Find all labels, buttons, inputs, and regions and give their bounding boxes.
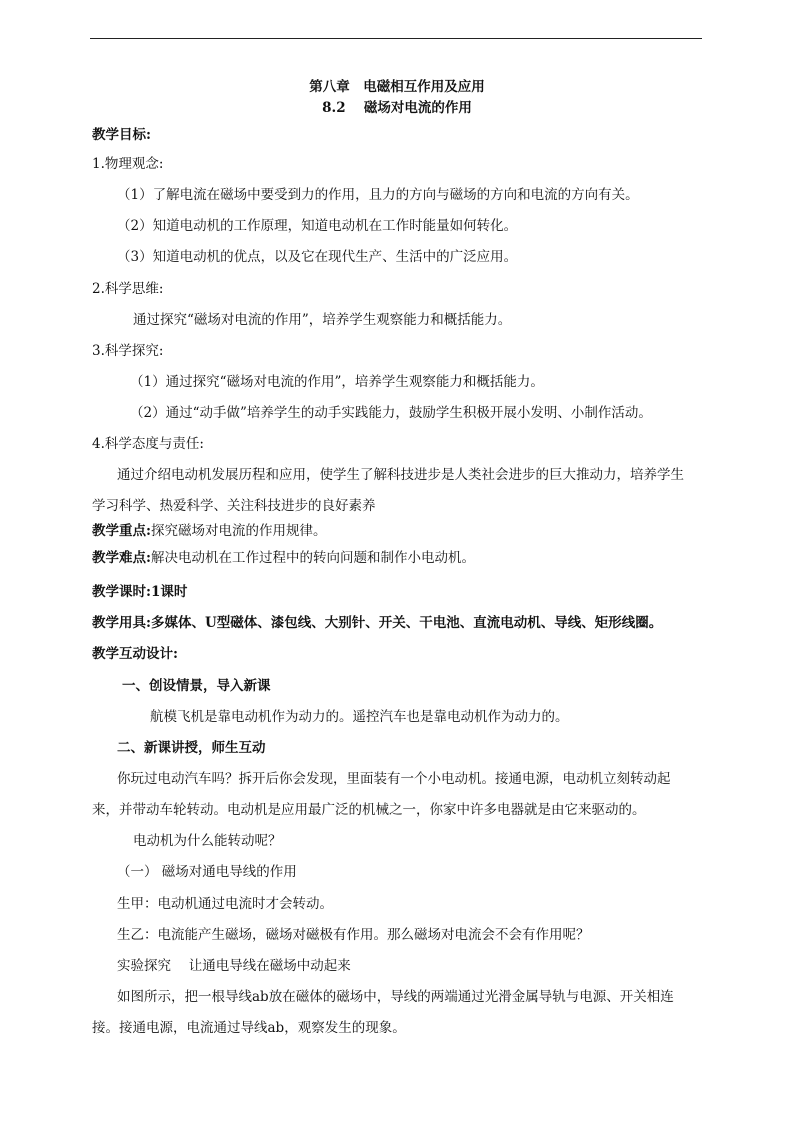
tools-text: 多媒体、U型磁体、漆包线、大别针、开关、干电池、直流电动机、导线、矩形线圈。 (150, 615, 663, 631)
section-title: 8.2 磁场对电流的作用 (322, 100, 472, 116)
hours-label: 教学课时: (92, 584, 151, 600)
key-point-text: 探究磁场对电流的作用规律。 (150, 523, 327, 539)
scientific-inquiry-item: （1）通过探究“磁场对电流的作用”，培养学生观察能力和概括能力。 (130, 374, 544, 390)
part2-paragraph1-line2: 来，并带动车轮转动。电动机是应用最广泛的机械之一，你家中许多电器就是由它来驱动的。 (92, 802, 646, 818)
physics-concept-item: （3）知道电动机的优点，以及它在现代生产、生活中的广泛应用。 (117, 249, 518, 265)
part2-paragraph2-line1: 如图所示，把一根导线ab放在磁体的磁场中，导线的两端通过光滑金属导轨与电源、开关相连 (117, 989, 674, 1005)
scientific-thinking-heading: 2.科学思维: (92, 281, 164, 297)
attitude-heading: 4.科学态度与责任: (92, 436, 204, 452)
student-b: 生乙：电流能产生磁场，磁场对磁极有作用。那么磁场对电流会不会有作用呢？ (117, 927, 590, 943)
part2-paragraph1-line1: 你玩过电动汽车吗？拆开后你会发现，里面装有一个小电动机。接通电源，电动机立刻转动起 (117, 771, 671, 787)
key-point-label: 教学重点: (92, 523, 151, 539)
part2-heading: 二、新课讲授，师生互动 (117, 740, 266, 756)
experiment-title: 实验探究 让通电导线在磁场中动起来 (117, 958, 351, 974)
attitude-text-line1: 通过介绍电动机发展历程和应用，使学生了解科技进步是人类社会进步的巨大推动力，培养学生 (117, 467, 684, 483)
attitude-text-line2: 学习科学、热爱科学、关注科技进步的良好素养 (92, 498, 376, 514)
difficulty-label: 教学难点: (92, 550, 151, 566)
difficulty (92, 549, 475, 567)
objectives-heading: 教学目标: (92, 127, 151, 143)
physics-concept-item: （1）了解电流在磁场中要受到力的作用，且力的方向与磁场的方向和电流的方向有关。 (117, 187, 639, 203)
scientific-inquiry-item: （2）通过“动手做”培养学生的动手实践能力，鼓励学生积极开展小发明、小制作活动。 (130, 405, 652, 421)
tools (92, 614, 662, 632)
hours (92, 583, 187, 601)
difficulty-text: 解决电动机在工作过程中的转向问题和制作小电动机。 (150, 550, 475, 566)
student-a: 生甲：电动机通过电流时才会转动。 (117, 896, 333, 912)
tools-label: 教学用具: (92, 615, 151, 631)
sub-heading: （一） 磁场对通电导线的作用 (117, 864, 297, 880)
header-rule (90, 38, 702, 39)
hours-text: 1课时 (150, 584, 188, 600)
physics-concept-heading: 1.物理观念: (92, 156, 164, 172)
design-heading: 教学互动设计: (92, 646, 178, 662)
part2-paragraph2-line2: 接。接通电源，电流通过导线ab，观察发生的现象。 (92, 1020, 406, 1036)
scientific-thinking-text: 通过探究“磁场对电流的作用”，培养学生观察能力和概括能力。 (133, 312, 512, 328)
chapter-title: 第八章 电磁相互作用及应用 (309, 79, 485, 95)
question: 电动机为什么能转动呢？ (133, 833, 282, 849)
part1-heading: 一、创设情景，导入新课 (122, 678, 271, 694)
scientific-inquiry-heading: 3.科学探究: (92, 343, 164, 359)
part1-text: 航模飞机是靠电动机作为动力的。遥控汽车也是靠电动机作为动力的。 (150, 709, 569, 725)
physics-concept-item: （2）知道电动机的工作原理，知道电动机在工作时能量如何转化。 (117, 218, 518, 234)
key-point (92, 522, 326, 540)
